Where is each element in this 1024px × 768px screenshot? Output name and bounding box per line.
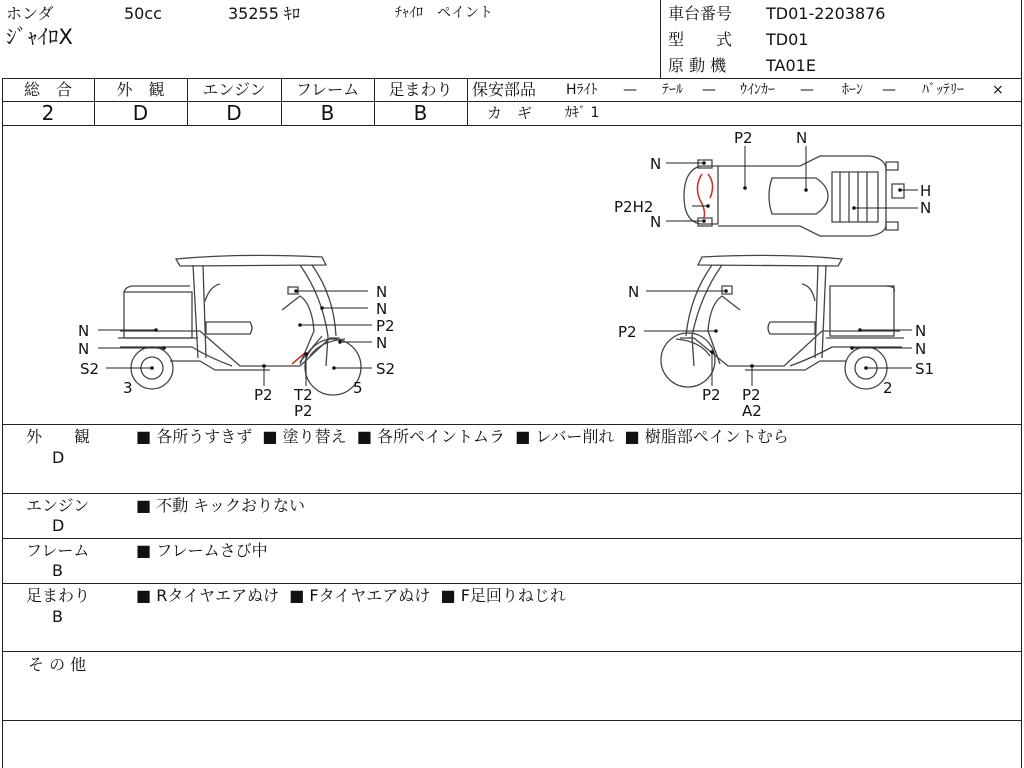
- safety-mark-tail: —: [702, 82, 716, 98]
- note-item: F足回りねじれ: [460, 586, 566, 605]
- grade-label-frame: フレーム: [295, 80, 360, 99]
- key-value: ｶｷﾞ 1: [565, 105, 600, 121]
- note-item: フレームさび中: [156, 541, 268, 560]
- grade-label-suspension: 足まわり: [388, 80, 453, 99]
- code-top-n4: N: [920, 199, 932, 217]
- code-left-b-p2b: P2: [294, 402, 313, 420]
- code-top-n3: N: [650, 213, 662, 231]
- code-right-r-n1: N: [915, 322, 927, 340]
- safety-label: 保安部品: [472, 80, 537, 99]
- black-square-icon: ■: [289, 586, 305, 605]
- safety-mark-winker: —: [800, 82, 814, 98]
- grade-value-overall: 2: [41, 101, 55, 125]
- scooter-right-side-view: [661, 255, 904, 389]
- note-label-exterior: 外 観: [26, 427, 91, 446]
- code-right-n: N: [628, 283, 640, 301]
- code-top-p2: P2: [734, 129, 753, 147]
- safety-item-headlight: Hﾗｲﾄ: [566, 82, 598, 98]
- code-left-r-p2: P2: [376, 317, 395, 335]
- code-left-r-n2: N: [376, 300, 388, 318]
- safety-mark-battery: ×: [992, 82, 1004, 98]
- black-square-icon: ■: [262, 427, 278, 446]
- maker: ホンダ: [6, 4, 54, 23]
- note-items-engine: [136, 498, 305, 514]
- note-grade-frame: B: [52, 561, 63, 580]
- grade-label-engine: エンジン: [202, 80, 266, 99]
- note-item: 各所うすきず: [156, 427, 253, 446]
- safety-item-winker: ｳｲﾝｶｰ: [740, 82, 775, 98]
- black-square-icon: ■: [136, 427, 152, 446]
- note-item: 樹脂部ペイントむら: [644, 427, 789, 446]
- note-item: 不動 キックおりない: [156, 496, 305, 515]
- safety-item-tail: ﾃｰﾙ: [662, 82, 683, 98]
- note-item: Rタイヤエアぬけ: [156, 586, 280, 605]
- code-left-b-3: 3: [123, 379, 133, 397]
- scooter-diagram: [0, 126, 1024, 424]
- safety-mark-headlight: —: [623, 82, 637, 98]
- code-right-r-s1: S1: [915, 360, 935, 378]
- code-left-n2: N: [78, 340, 90, 358]
- note-label-suspension: 足まわり: [26, 586, 91, 605]
- color: ﾁｬｲﾛ ペイント: [395, 5, 493, 21]
- note-grade-exterior: D: [52, 448, 65, 467]
- grade-value-exterior: D: [132, 101, 149, 125]
- grade-value-suspension: B: [413, 101, 428, 125]
- code-left-b-5: 5: [353, 379, 363, 397]
- code-left-s2: S2: [80, 360, 100, 378]
- code-top-n1: N: [796, 129, 808, 147]
- black-square-icon: ■: [356, 427, 372, 446]
- code-top-p2h2: P2H2: [614, 198, 654, 216]
- grade-label-overall: 総 合: [23, 80, 72, 99]
- code-left-n1: N: [78, 322, 90, 340]
- chassis-value: TD01-2203876: [766, 4, 886, 23]
- note-items-frame: [136, 543, 268, 559]
- code-left-r-n3: N: [376, 334, 388, 352]
- code-right-b-a2: A2: [742, 402, 762, 420]
- safety-item-horn: ﾎｰﾝ: [842, 82, 863, 98]
- safety-mark-horn: —: [882, 82, 896, 98]
- grade-value-frame: B: [320, 101, 335, 125]
- model-name: ｼﾞｬｲﾛX: [6, 25, 73, 49]
- code-left-b-t2: T2: [294, 386, 313, 404]
- displacement: 50cc: [124, 4, 162, 23]
- black-square-icon: ■: [515, 427, 531, 446]
- code-left-b-p2a: P2: [254, 386, 273, 404]
- note-label-frame: フレーム: [26, 541, 90, 560]
- code-top-h: H: [920, 182, 932, 200]
- mileage: 35255 ｷﾛ: [228, 4, 300, 23]
- note-grade-suspension: B: [52, 607, 63, 626]
- note-items-exterior: [136, 429, 789, 445]
- black-square-icon: ■: [624, 427, 640, 446]
- type-label: 型 式: [668, 30, 733, 49]
- type-value: TD01: [766, 30, 809, 49]
- code-right-r-n2: N: [915, 340, 927, 358]
- code-right-p2: P2: [618, 323, 637, 341]
- black-square-icon: ■: [136, 541, 152, 560]
- code-right-b-p2a: P2: [702, 386, 721, 404]
- code-right-b-p2b: P2: [742, 386, 761, 404]
- note-item: 塗り替え: [282, 427, 347, 446]
- grade-label-exterior: 外 観: [116, 80, 165, 99]
- code-left-r-n1: N: [376, 283, 388, 301]
- chassis-label: 車台番号: [668, 4, 733, 23]
- note-item: レバー削れ: [535, 427, 615, 446]
- black-square-icon: ■: [440, 586, 456, 605]
- safety-item-battery: ﾊﾞｯﾃﾘｰ: [922, 82, 964, 98]
- code-top-n2: N: [650, 155, 662, 173]
- engine-value: TA01E: [766, 56, 816, 75]
- grade-value-engine: D: [226, 101, 242, 125]
- note-grade-engine: D: [52, 516, 65, 535]
- black-square-icon: ■: [136, 586, 152, 605]
- note-label-engine: エンジン: [26, 496, 90, 515]
- black-square-icon: ■: [136, 496, 152, 515]
- note-item: 各所ペイントムラ: [377, 427, 506, 446]
- note-items-suspension: [136, 588, 566, 604]
- code-left-r-s2: S2: [376, 360, 396, 378]
- key-label: カ ギ: [487, 104, 533, 122]
- engine-label: 原 動 機: [668, 56, 727, 75]
- note-label-other: そ の 他: [28, 655, 87, 674]
- scooter-top-view: [684, 156, 904, 236]
- note-item: Fタイヤエアぬけ: [309, 586, 431, 605]
- code-right-b-2: 2: [883, 379, 893, 397]
